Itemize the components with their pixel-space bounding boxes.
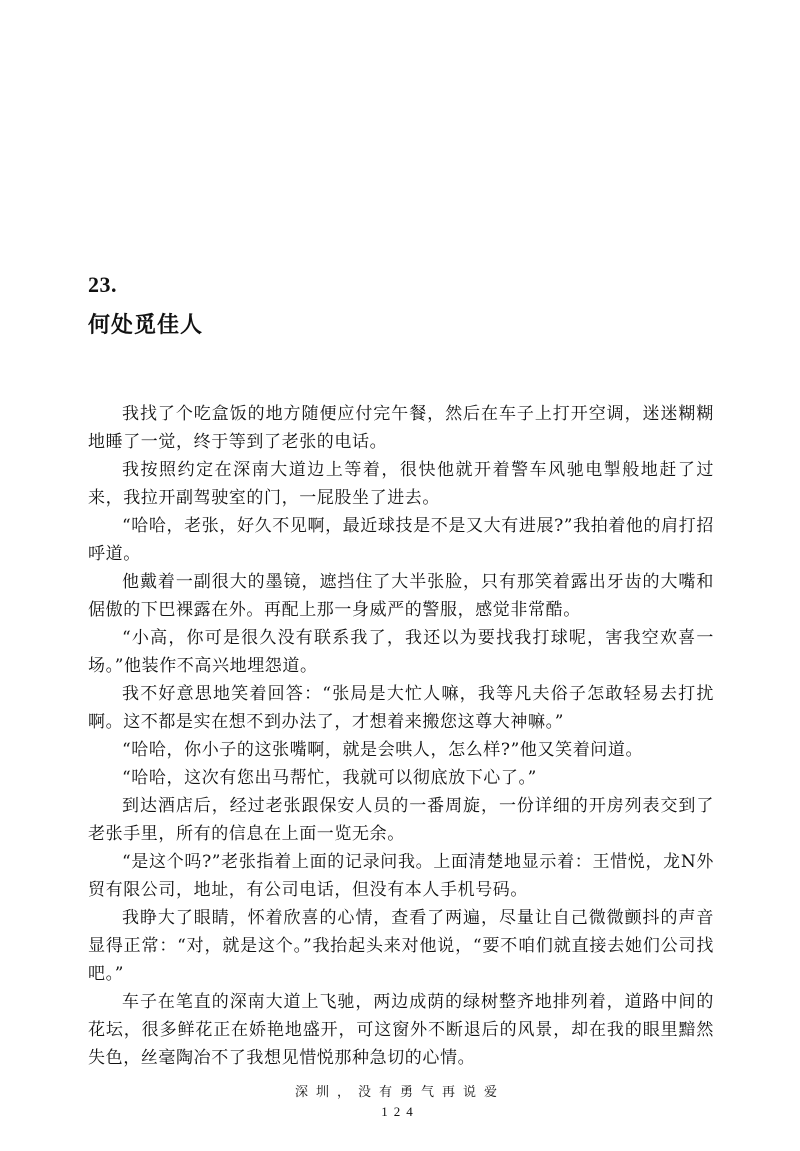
paragraph: “是这个吗?”老张指着上面的记录问我。上面清楚地显示着：王惜悦，龙N外贸有限公司，地址，有公司电话，但没有本人手机号码。 <box>88 852 714 900</box>
chapter-number: 23. <box>88 272 117 297</box>
paragraph: 我睁大了眼睛，怀着欣喜的心情，查看了两遍，尽量让自己微微颤抖的声音显得正常：“对，就是这个。”我抬起头来对他说，“要不咱们就直接去她们公司找吧。” <box>88 908 714 984</box>
paragraph: 我找了个吃盒饭的地方随便应付完午餐，然后在车子上打开空调，迷迷糊糊地睡了一觉，终于等到了老张的电话。 <box>88 404 714 452</box>
paragraph: “小高，你可是很久没有联系我了，我还以为要找我打球呢，害我空欢喜一场。”他装作不高兴地埋怨道。 <box>88 628 714 676</box>
running-footer-book-title: 深圳，没有勇气再说爱 <box>294 1085 505 1100</box>
paragraph: 车子在笔直的深南大道上飞驰，两边成荫的绿树整齐地排列着，道路中间的花坛，很多鲜花正在娇艳地盛开，可这窗外不断退后的风景，却在我的眼里黯然失色，丝毫陶冶不了我想见惜悦那种急切的心情。 <box>88 992 714 1068</box>
paragraph: 他戴着一副很大的墨镜，遮挡住了大半张脸，只有那笑着露出牙齿的大嘴和倨傲的下巴裸露在外。再配上那一身威严的警服，感觉非常酷。 <box>88 572 714 620</box>
page-number: 124 <box>381 1104 419 1119</box>
paragraph: 我不好意思地笑着回答：“张局是大忙人嘛，我等凡夫俗子怎敢轻易去打扰啊。这不都是实在想不到办法了，才想着来搬您这尊大神嘛。” <box>88 684 714 732</box>
body-text <box>88 400 714 1072</box>
paragraph: 到达酒店后，经过老张跟保安人员的一番周旋，一份详细的开房列表交到了老张手里，所有的信息在上面一览无余。 <box>88 796 714 844</box>
paragraph: “哈哈，老张，好久不见啊，最近球技是不是又大有进展?”我拍着他的肩打招呼道。 <box>88 516 714 564</box>
paragraph: 我按照约定在深南大道边上等着，很快他就开着警车风驰电掣般地赶了过来，我拉开副驾驶室的门，一屁股坐了进去。 <box>88 460 714 508</box>
chapter-title: 何处觅佳人 <box>88 312 204 338</box>
paragraph: “哈哈，这次有您出马帮忙，我就可以彻底放下心了。” <box>122 768 537 788</box>
paragraph: “哈哈，你小子的这张嘴啊，就是会哄人，怎么样?”他又笑着问道。 <box>122 740 644 760</box>
